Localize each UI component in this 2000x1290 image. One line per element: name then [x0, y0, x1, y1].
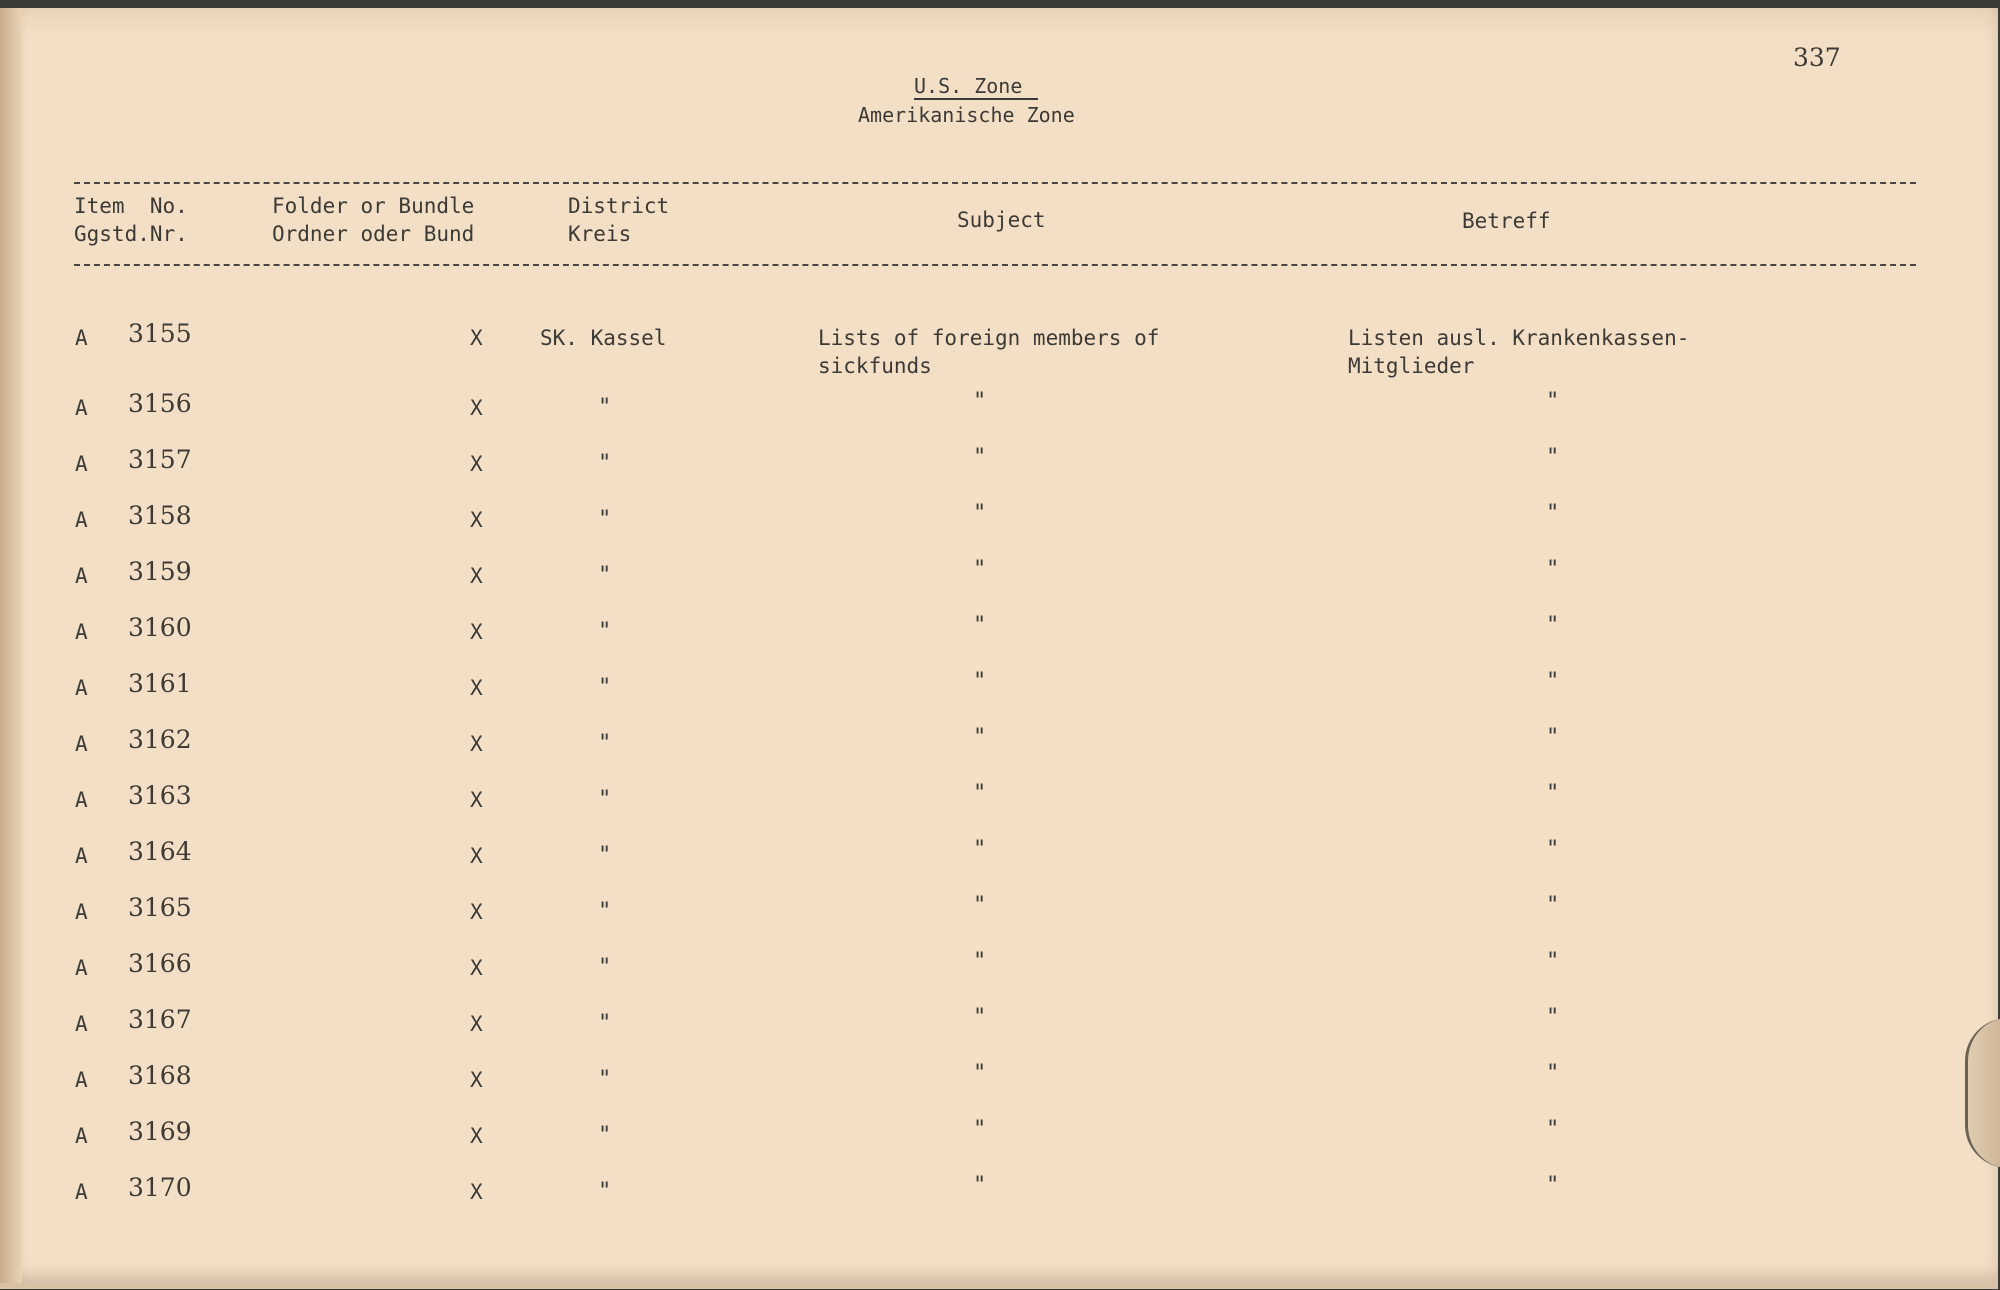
district-cell: ": [598, 1179, 612, 1204]
betreff-cell: ": [1546, 837, 1560, 862]
betreff-cell: ": [1546, 1005, 1560, 1030]
district-cell: ": [598, 787, 612, 812]
subject-cell: ": [973, 1005, 987, 1030]
folder-mark: X: [470, 1012, 483, 1036]
district-cell: ": [598, 1067, 612, 1092]
subject-cell: Lists of foreign members of sickfunds: [818, 326, 1160, 378]
header-top-rule: [74, 182, 1916, 184]
item-letter: A: [75, 844, 88, 868]
folder-mark: X: [470, 1068, 483, 1092]
subject-cell: ": [973, 669, 987, 694]
item-letter: A: [75, 326, 88, 350]
item-letter: A: [75, 788, 88, 812]
item-number: 3164: [128, 837, 192, 866]
district-cell: ": [598, 1123, 612, 1148]
district-cell: ": [598, 395, 612, 420]
zone-title: U.S. Zone: [914, 74, 1038, 100]
betreff-cell: Listen ausl. Krankenkassen- Mitglieder: [1348, 326, 1690, 378]
item-letter: A: [75, 1068, 88, 1092]
header-subject: Subject: [957, 208, 1046, 232]
item-number: 3169: [128, 1117, 192, 1146]
betreff-cell: ": [1546, 781, 1560, 806]
betreff-cell: ": [1546, 501, 1560, 526]
district-cell: ": [598, 955, 612, 980]
district-cell: ": [598, 563, 612, 588]
item-number: 3155: [128, 319, 192, 348]
betreff-cell: ": [1546, 445, 1560, 470]
district-cell: ": [598, 843, 612, 868]
item-letter: A: [75, 396, 88, 420]
betreff-cell: ": [1546, 893, 1560, 918]
item-letter: A: [75, 620, 88, 644]
item-number: 3163: [128, 781, 192, 810]
subject-cell: ": [973, 1173, 987, 1198]
subject-cell: ": [973, 613, 987, 638]
item-number: 3160: [128, 613, 192, 642]
item-number: 3156: [128, 389, 192, 418]
item-letter: A: [75, 1180, 88, 1204]
betreff-cell: ": [1546, 389, 1560, 414]
subject-cell: ": [973, 557, 987, 582]
district-cell: ": [598, 675, 612, 700]
header-betreff: Betreff: [1462, 209, 1551, 233]
subject-cell: ": [973, 501, 987, 526]
zone-subtitle: Amerikanische Zone: [858, 103, 1075, 127]
subject-cell: ": [973, 949, 987, 974]
betreff-cell: ": [1546, 1061, 1560, 1086]
district-cell: ": [598, 619, 612, 644]
folder-mark: X: [470, 326, 483, 350]
district-cell: ": [598, 899, 612, 924]
betreff-cell: ": [1546, 949, 1560, 974]
item-number: 3161: [128, 669, 192, 698]
item-number: 3157: [128, 445, 192, 474]
item-letter: A: [75, 900, 88, 924]
folder-mark: X: [470, 788, 483, 812]
folder-mark: X: [470, 396, 483, 420]
page-number: 337: [1793, 43, 1841, 72]
folder-mark: X: [470, 452, 483, 476]
item-letter: A: [75, 1124, 88, 1148]
item-letter: A: [75, 564, 88, 588]
item-number: 3159: [128, 557, 192, 586]
folder-mark: X: [470, 564, 483, 588]
district-cell: ": [598, 451, 612, 476]
betreff-cell: ": [1546, 1117, 1560, 1142]
folder-mark: X: [470, 844, 483, 868]
binding-edge: [0, 8, 22, 1283]
item-letter: A: [75, 732, 88, 756]
betreff-cell: ": [1546, 1173, 1560, 1198]
subject-cell: ": [973, 725, 987, 750]
betreff-cell: ": [1546, 725, 1560, 750]
item-number: 3158: [128, 501, 192, 530]
item-letter: A: [75, 1012, 88, 1036]
folder-mark: X: [470, 1124, 483, 1148]
item-letter: A: [75, 452, 88, 476]
item-letter: A: [75, 956, 88, 980]
folder-mark: X: [470, 1180, 483, 1204]
folder-mark: X: [470, 676, 483, 700]
item-number: 3166: [128, 949, 192, 978]
subject-cell: ": [973, 445, 987, 470]
district-cell: ": [598, 731, 612, 756]
betreff-cell: ": [1546, 557, 1560, 582]
document-page: [0, 8, 1998, 1289]
subject-cell: ": [973, 1061, 987, 1086]
header-folder: Folder or Bundle Ordner oder Bund: [272, 194, 475, 246]
subject-cell: ": [973, 1117, 987, 1142]
subject-cell: ": [973, 781, 987, 806]
item-letter: A: [75, 676, 88, 700]
item-number: 3162: [128, 725, 192, 754]
item-letter: A: [75, 508, 88, 532]
header-bottom-rule: [74, 264, 1916, 266]
betreff-cell: ": [1546, 613, 1560, 638]
folder-mark: X: [470, 956, 483, 980]
district-cell: SK. Kassel: [540, 326, 667, 350]
district-cell: ": [598, 1011, 612, 1036]
betreff-cell: ": [1546, 669, 1560, 694]
subject-cell: ": [973, 389, 987, 414]
subject-cell: ": [973, 893, 987, 918]
item-number: 3165: [128, 893, 192, 922]
folder-mark: X: [470, 900, 483, 924]
header-item-no: Item No. Ggstd.Nr.: [74, 194, 188, 246]
item-number: 3168: [128, 1061, 192, 1090]
header-district: District Kreis: [568, 194, 670, 246]
item-number: 3167: [128, 1005, 192, 1034]
district-cell: ": [598, 507, 612, 532]
subject-cell: ": [973, 837, 987, 862]
page-curl: [1965, 1018, 2000, 1168]
folder-mark: X: [470, 732, 483, 756]
folder-mark: X: [470, 508, 483, 532]
item-number: 3170: [128, 1173, 192, 1202]
folder-mark: X: [470, 620, 483, 644]
